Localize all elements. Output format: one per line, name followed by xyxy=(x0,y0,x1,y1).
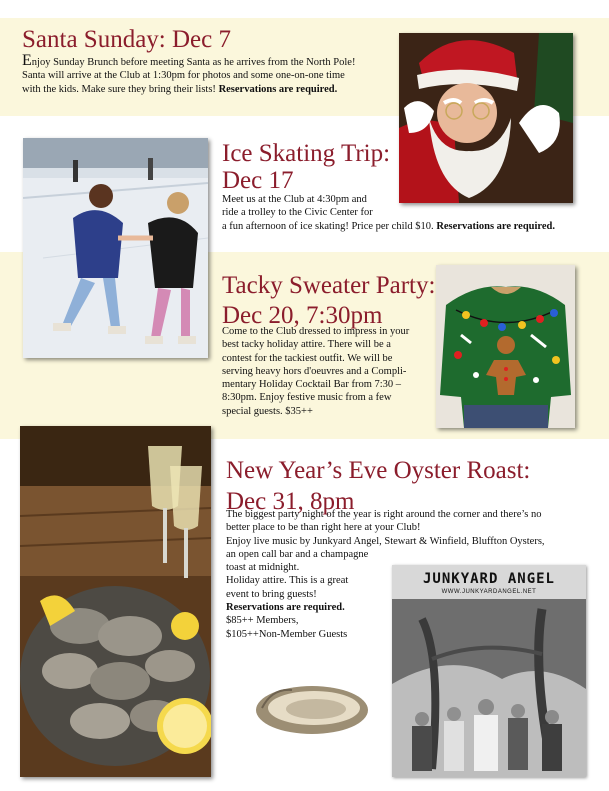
oyster-body: The biggest party night of the year is right around the corner and there’s no better place to be than right here at your Club! Enjoy live music by Junkyard Angel, Stewart & Winfield, Bluffton Oysters, an open call bar and a champagne toast at midnight. Holiday attire. This is a great event to bring guests! Reservations are required. $85++ Members, $105++Non-Member Guests xyxy=(226,509,545,640)
santa-dropcap: E xyxy=(22,52,32,69)
santa-body: Enjoy Sunday Brunch before meeting Santa as he arrives from the North Pole! Santa will arrive at the Club at 1:30pm for photos and some one-on-one time with the kids. Make sure they bring their lists! Reservations are required. xyxy=(22,52,356,95)
sweater-body: Come to the Club dressed to impress in your best tacky holiday attire. There will be a contest for the tackiest outfit. We will be serving heavy hors d'oeuvres and a Compli- mentary Holiday Cocktail Bar from 7:30 – 8:30pm. Enjoy festive music from a few special guests. $35++ xyxy=(222,326,410,417)
oyster-shell-image xyxy=(252,678,372,738)
santa-title: Santa Sunday: Dec 7 xyxy=(22,26,231,53)
skating-photo xyxy=(23,138,208,358)
sweater-title: Tacky Sweater Party: Dec 20, 7:30pm xyxy=(222,272,436,329)
sweater-photo xyxy=(436,265,575,428)
oyster-photo xyxy=(20,426,211,777)
band-url: WWW.JUNKYARDANGEL.NET xyxy=(441,589,537,595)
skating-body: Meet us at the Club at 4:30pm and ride a trolley to the Civic Center for a fun afternoon of ice skating! Price per child $10. Reservations are required. xyxy=(222,194,556,232)
skating-reservations: Reservations are required. xyxy=(436,220,556,232)
santa-photo xyxy=(399,33,573,203)
junkyard-angel-photo xyxy=(392,565,586,777)
oyster-reservations: Reservations are required. xyxy=(226,602,345,614)
skating-title: Ice Skating Trip: Dec 17 xyxy=(222,140,391,194)
oyster-title: New Year’s Eve Oyster Roast: Dec 31, 8pm xyxy=(226,457,531,515)
band-name: JUNKYARD ANGEL xyxy=(422,571,555,587)
santa-reservations: Reservations are required. xyxy=(218,83,338,95)
